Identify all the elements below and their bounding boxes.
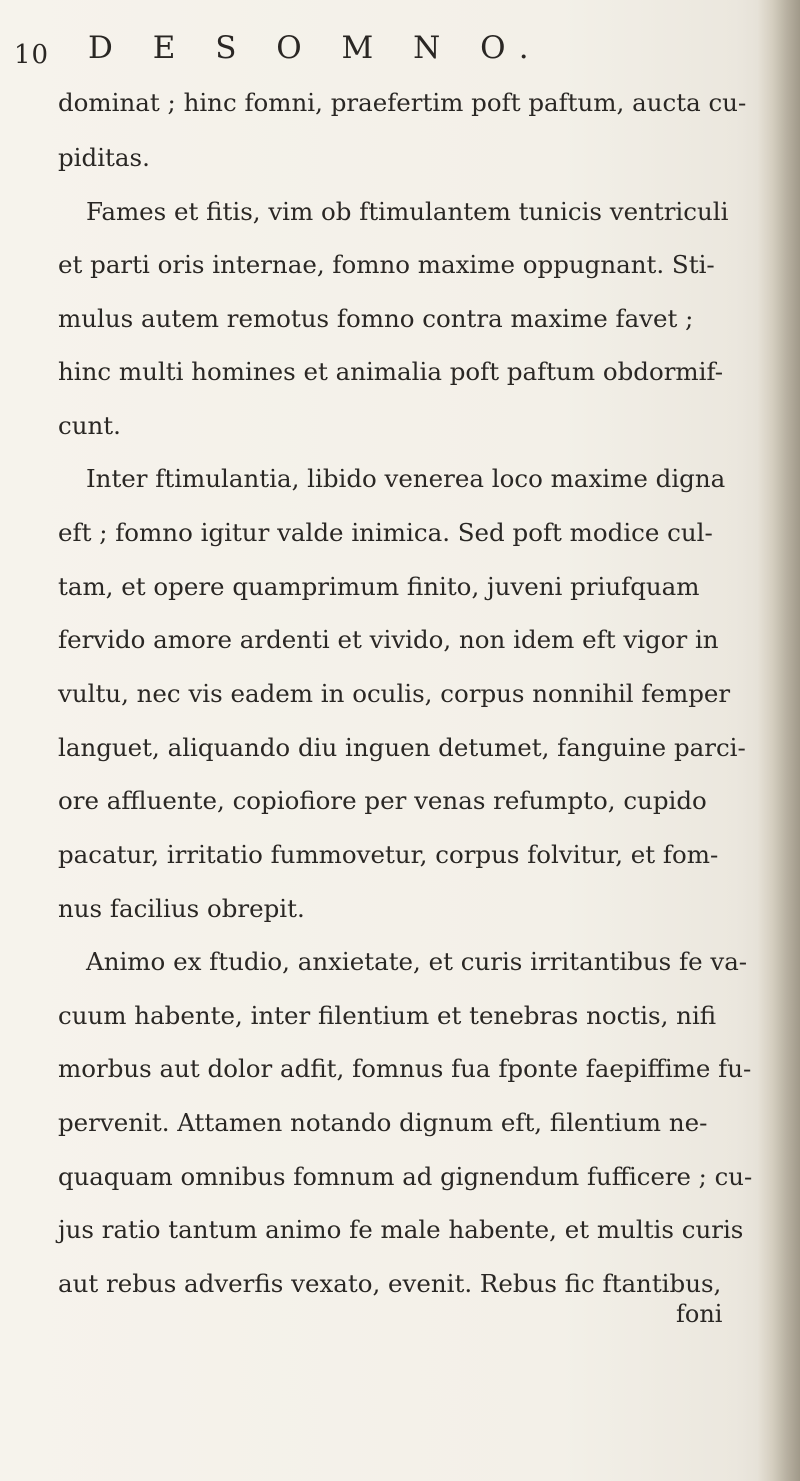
page-gutter-edge [758, 0, 800, 1481]
text-line: ore affluente, copiofiore per venas refumpto, cupido [58, 786, 707, 815]
text-line: languet, aliquando diu inguen detumet, fanguine parci- [58, 733, 746, 762]
text-line: Animo ex ftudio, anxietate, et curis irritantibus fe va- [86, 947, 748, 976]
text-line: jus ratio tantum animo fe male habente, et multis curis [58, 1215, 744, 1244]
text-line: Fames et fitis, vim ob ftimulantem tunicis ventriculi [86, 197, 729, 226]
text-line: mulus autem remotus fomno contra maxime favet ; [58, 304, 694, 333]
text-line: cuum habente, inter filentium et tenebras noctis, nifi [58, 1001, 717, 1030]
text-line: cunt. [58, 411, 121, 440]
text-line: morbus aut dolor adfit, fomnus fua fponte faepiffime fu- [58, 1054, 752, 1083]
text-line: et parti oris internae, fomno maxime oppugnant. Sti- [58, 250, 715, 279]
text-line: eft ; fomno igitur valde inimica. Sed poft modice cul- [58, 518, 713, 547]
text-line: piditas. [58, 143, 150, 172]
text-line: pacatur, irritatio fummovetur, corpus folvitur, et fom- [58, 840, 719, 869]
text-line: nus facilius obrepit. [58, 894, 305, 923]
text-line: quaquam omnibus fomnum ad gignendum fufficere ; cu- [58, 1162, 753, 1191]
text-line: vultu, nec vis eadem in oculis, corpus nonnihil femper [58, 679, 731, 708]
catchword: foni [676, 1300, 723, 1328]
text-line: tam, et opere quamprimum finito, juveni priufquam [58, 572, 700, 601]
text-line: fervido amore ardenti et vivido, non idem eft vigor in [58, 625, 719, 654]
text-line: pervenit. Attamen notando dignum eft, filentium ne- [58, 1108, 708, 1137]
page-number: 10 [14, 40, 50, 70]
text-line: Inter ftimulantia, libido venerea loco maxime digna [86, 464, 726, 493]
running-title: D E S O M N O. [88, 30, 544, 66]
text-line: aut rebus adverfis vexato, evenit. Rebus fic ftantibus, [58, 1269, 722, 1298]
text-line: dominat ; hinc fomni, praefertim poft paftum, aucta cu- [58, 88, 747, 117]
text-line: hinc multi homines et animalia poft paftum obdormif- [58, 357, 723, 386]
